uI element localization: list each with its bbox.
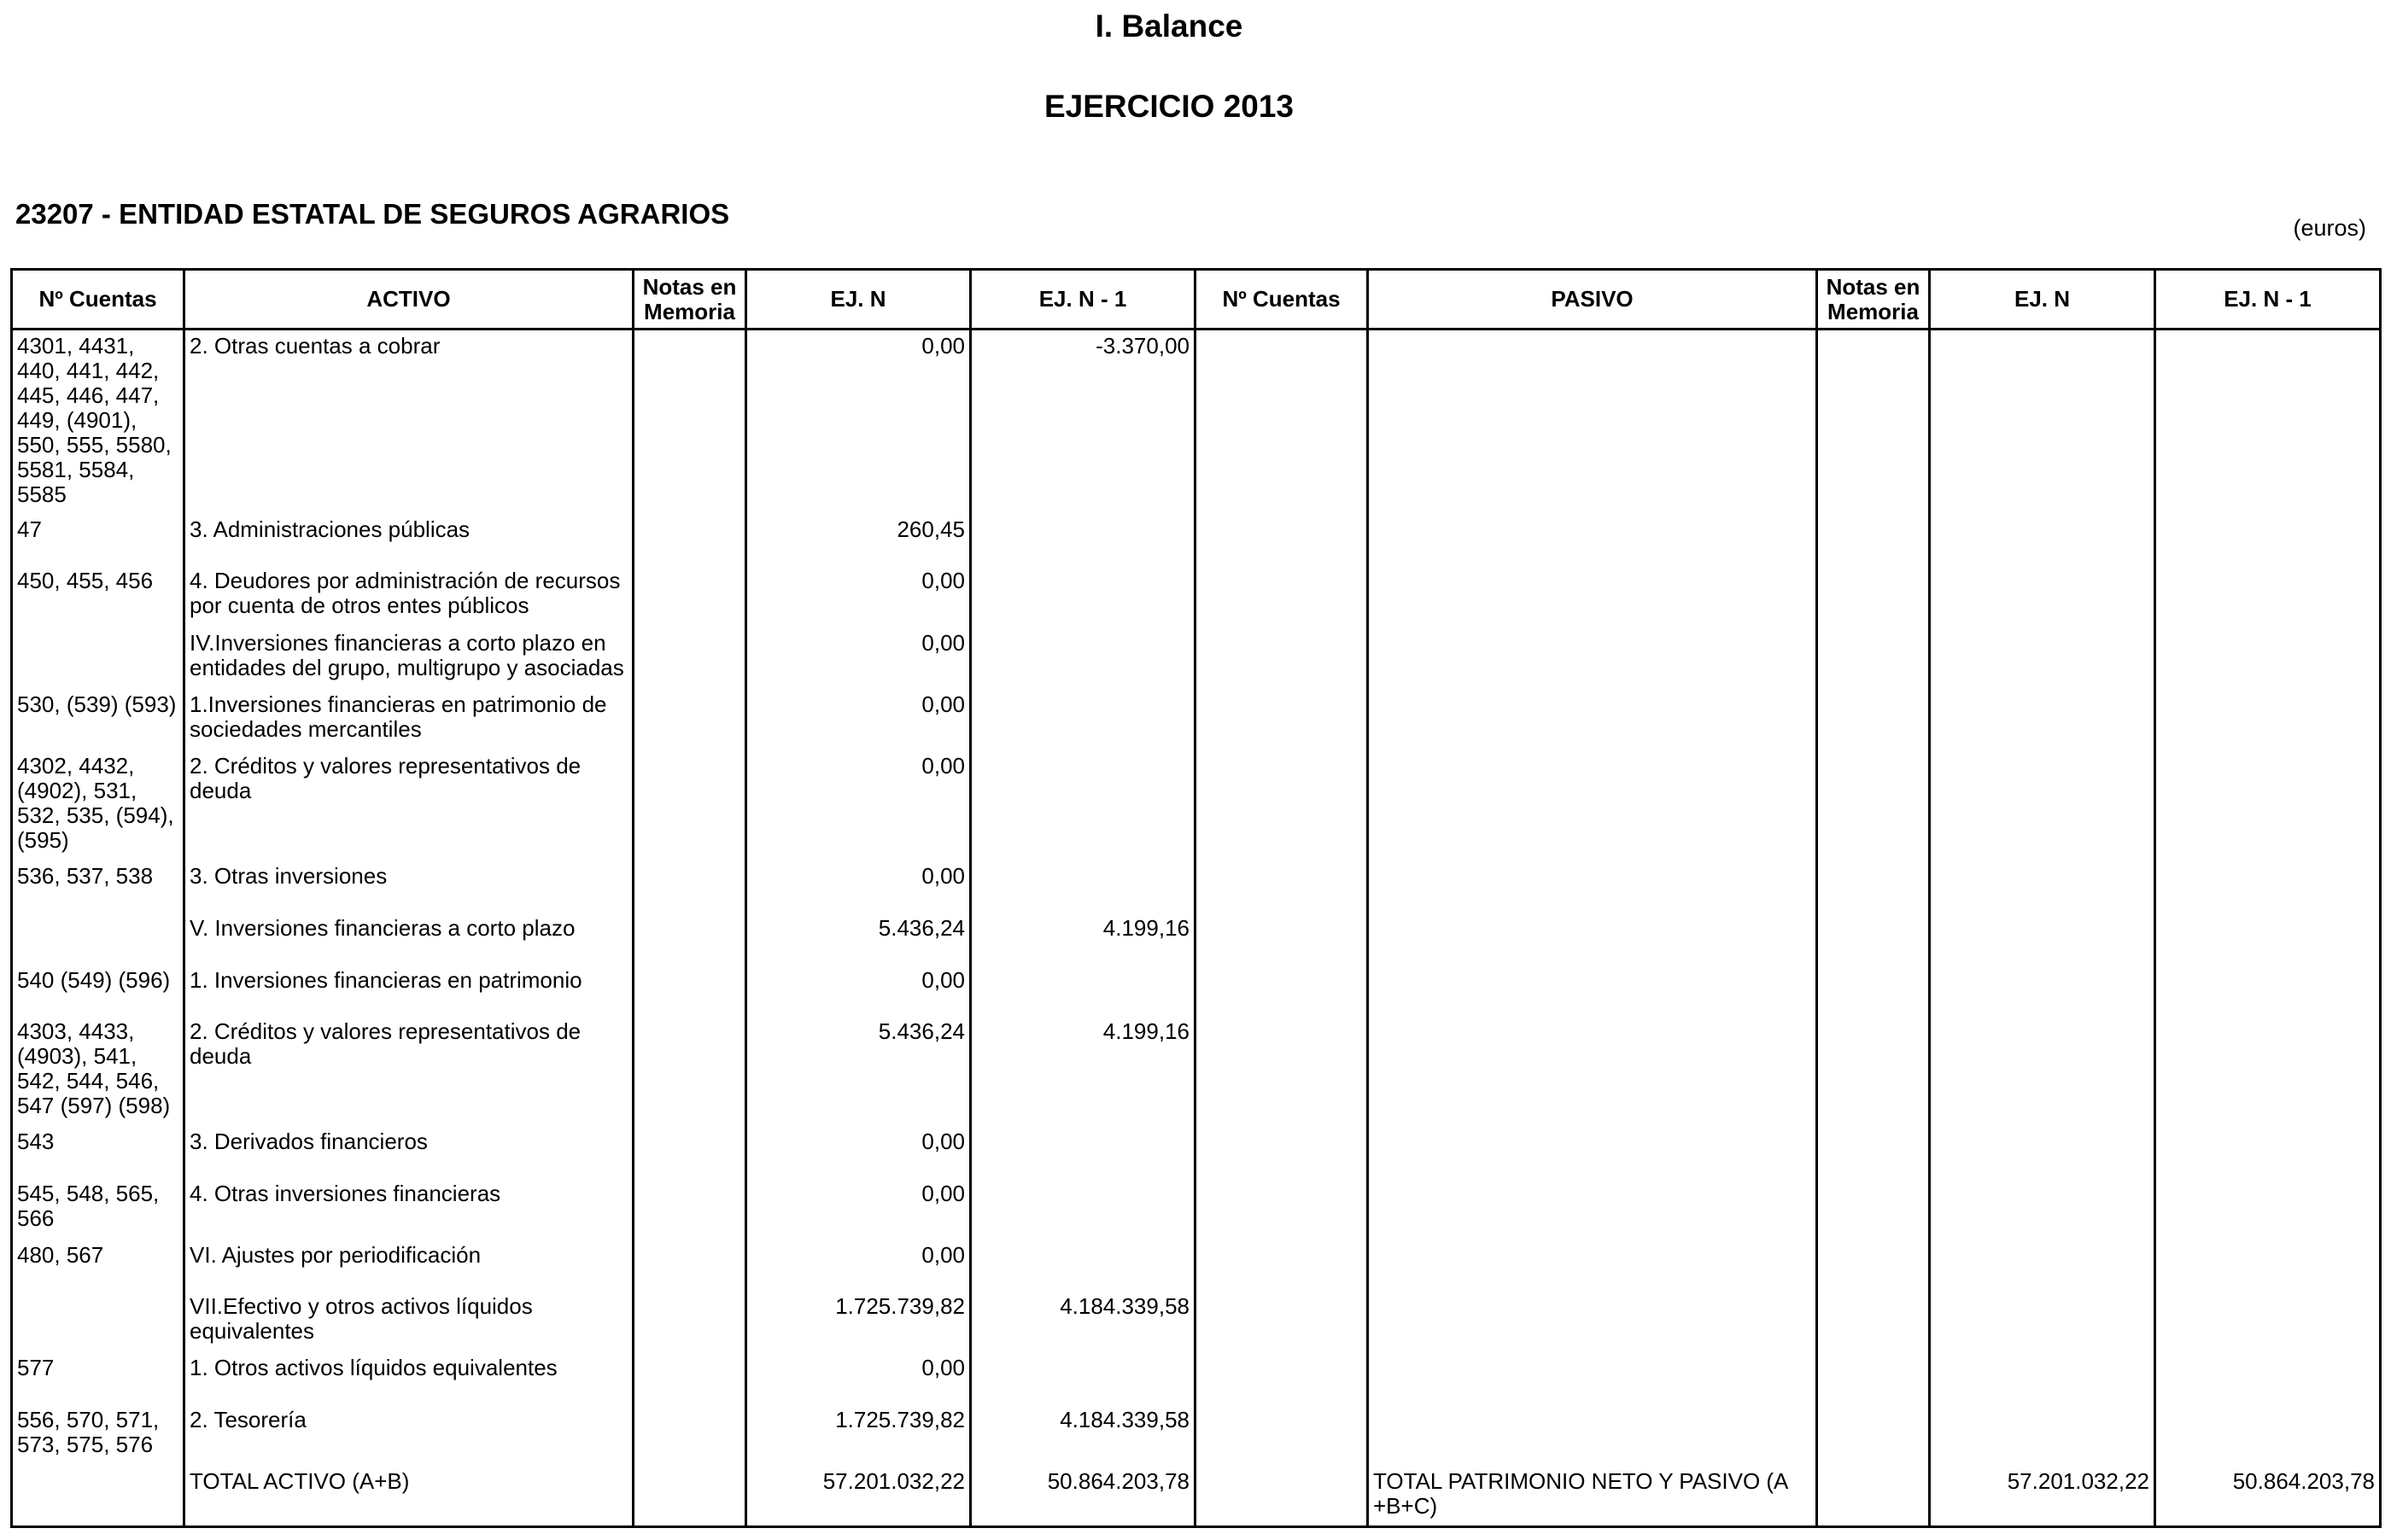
table-row	[12, 965, 2381, 1016]
cell-cuentas-pasivo	[1195, 860, 1368, 913]
cell-notas-activo	[634, 330, 746, 514]
cell-notas-activo	[634, 1016, 746, 1126]
cell-activo-label: VI. Ajustes por periodificación	[184, 1240, 634, 1291]
cell-activo-ejn: 0,00	[746, 1178, 971, 1240]
cell-activo-ejn1	[971, 965, 1195, 1016]
cell-pasivo-ejn1	[2155, 1126, 2381, 1178]
cell-pasivo-ejn1	[2155, 1404, 2381, 1466]
cell-activo-ejn: 0,00	[746, 1352, 971, 1404]
cell-activo-ejn: 1.725.739,82	[746, 1291, 971, 1352]
cell-activo-ejn1	[971, 860, 1195, 913]
cell-pasivo-ejn	[1930, 1352, 2155, 1404]
total-pasivo-label: TOTAL PATRIMONIO NETO Y PASIVO (A +B+C)	[1368, 1466, 1817, 1527]
cell-cuentas-pasivo	[1195, 965, 1368, 1016]
cell-notas-activo	[634, 689, 746, 750]
table-row	[12, 689, 2381, 750]
cell-activo-ejn1	[971, 1240, 1195, 1291]
cell-activo-label: 3. Otras inversiones	[184, 860, 634, 913]
cell-pasivo-label	[1368, 1016, 1817, 1126]
cell-pasivo-label	[1368, 965, 1817, 1016]
cell-notas-pasivo	[1817, 1016, 1930, 1126]
cell-activo-ejn: 0,00	[746, 860, 971, 913]
table-body	[12, 330, 2381, 1527]
cell-cuentas-activo: 556, 570, 571, 573, 575, 576	[12, 1404, 184, 1466]
cell-activo-ejn1	[971, 1352, 1195, 1404]
cell-activo-ejn: 1.725.739,82	[746, 1404, 971, 1466]
cell-cuentas-pasivo	[1195, 1016, 1368, 1126]
cell-pasivo-ejn1	[2155, 1291, 2381, 1352]
cell-pasivo-label	[1368, 913, 1817, 965]
cell-pasivo-ejn1	[2155, 330, 2381, 514]
total-notas-activo	[634, 1466, 746, 1527]
cell-activo-ejn: 0,00	[746, 565, 971, 627]
cell-cuentas-activo: 530, (539) (593)	[12, 689, 184, 750]
cell-activo-ejn1	[971, 1126, 1195, 1178]
table-header-row	[12, 270, 2381, 330]
cell-pasivo-ejn	[1930, 330, 2155, 514]
cell-pasivo-ejn1	[2155, 860, 2381, 913]
cell-pasivo-ejn1	[2155, 565, 2381, 627]
cell-cuentas-activo: 540 (549) (596)	[12, 965, 184, 1016]
table-row	[12, 1126, 2381, 1178]
cell-cuentas-activo: 450, 455, 456	[12, 565, 184, 627]
total-cuentas-activo	[12, 1466, 184, 1527]
cell-notas-pasivo	[1817, 1178, 1930, 1240]
cell-activo-ejn1	[971, 565, 1195, 627]
cell-activo-ejn: 0,00	[746, 965, 971, 1016]
cell-activo-label: 4. Otras inversiones financieras	[184, 1178, 634, 1240]
cell-pasivo-ejn	[1930, 1291, 2155, 1352]
cell-pasivo-label	[1368, 1240, 1817, 1291]
cell-pasivo-ejn	[1930, 1126, 2155, 1178]
total-pasivo-ejn1: 50.864.203,78	[2155, 1466, 2381, 1527]
cell-activo-ejn1	[971, 1178, 1195, 1240]
cell-pasivo-ejn	[1930, 1404, 2155, 1466]
cell-pasivo-label	[1368, 1126, 1817, 1178]
cell-activo-ejn1	[971, 514, 1195, 565]
cell-activo-label: IV.Inversiones financieras a corto plazo en entidades del grupo, multigrupo y asociadas	[184, 627, 634, 689]
cell-notas-activo	[634, 913, 746, 965]
cell-pasivo-ejn	[1930, 750, 2155, 860]
total-notas-pasivo	[1817, 1466, 1930, 1527]
cell-pasivo-ejn	[1930, 627, 2155, 689]
cell-activo-ejn1: 4.199,16	[971, 913, 1195, 965]
cell-notas-activo	[634, 1404, 746, 1466]
cell-pasivo-label	[1368, 1404, 1817, 1466]
cell-activo-ejn1	[971, 750, 1195, 860]
cell-cuentas-pasivo	[1195, 627, 1368, 689]
cell-activo-ejn: 5.436,24	[746, 913, 971, 965]
cell-cuentas-pasivo	[1195, 565, 1368, 627]
col-header-cuentas-pasivo: Nº Cuentas	[1195, 270, 1368, 330]
cell-pasivo-label	[1368, 1352, 1817, 1404]
cell-cuentas-activo: 480, 567	[12, 1240, 184, 1291]
table-row	[12, 860, 2381, 913]
cell-pasivo-label	[1368, 860, 1817, 913]
cell-notas-activo	[634, 750, 746, 860]
cell-cuentas-pasivo	[1195, 330, 1368, 514]
table-row	[12, 514, 2381, 565]
cell-activo-ejn: 0,00	[746, 689, 971, 750]
cell-activo-label: 3. Administraciones públicas	[184, 514, 634, 565]
cell-cuentas-activo: 4302, 4432, (4902), 531, 532, 535, (594), (595)	[12, 750, 184, 860]
cell-notas-pasivo	[1817, 514, 1930, 565]
cell-activo-label: 4. Deudores por administración de recursos por cuenta de otros entes públicos	[184, 565, 634, 627]
cell-cuentas-activo	[12, 913, 184, 965]
col-header-ejn-activo: EJ. N	[746, 270, 971, 330]
cell-cuentas-activo: 545, 548, 565, 566	[12, 1178, 184, 1240]
cell-activo-label: 1.Inversiones financieras en patrimonio de sociedades mercantiles	[184, 689, 634, 750]
cell-notas-activo	[634, 1240, 746, 1291]
cell-notas-pasivo	[1817, 330, 1930, 514]
cell-activo-ejn1: 4.184.339,58	[971, 1404, 1195, 1466]
cell-pasivo-ejn1	[2155, 1178, 2381, 1240]
cell-notas-activo	[634, 1178, 746, 1240]
table-row	[12, 913, 2381, 965]
cell-notas-pasivo	[1817, 965, 1930, 1016]
cell-activo-ejn1	[971, 689, 1195, 750]
cell-cuentas-activo: 47	[12, 514, 184, 565]
cell-notas-activo	[634, 965, 746, 1016]
cell-cuentas-pasivo	[1195, 514, 1368, 565]
col-header-activo: ACTIVO	[184, 270, 634, 330]
cell-pasivo-ejn1	[2155, 514, 2381, 565]
cell-cuentas-pasivo	[1195, 1291, 1368, 1352]
cell-pasivo-label	[1368, 627, 1817, 689]
cell-pasivo-label	[1368, 750, 1817, 860]
cell-activo-ejn1: 4.199,16	[971, 1016, 1195, 1126]
cell-cuentas-activo	[12, 1291, 184, 1352]
cell-activo-ejn: 0,00	[746, 750, 971, 860]
cell-activo-ejn: 0,00	[746, 1126, 971, 1178]
cell-activo-label: VII.Efectivo y otros activos líquidos equivalentes	[184, 1291, 634, 1352]
cell-notas-activo	[634, 1352, 746, 1404]
total-activo-label: TOTAL ACTIVO (A+B)	[184, 1466, 634, 1527]
table-row	[12, 627, 2381, 689]
cell-cuentas-activo: 577	[12, 1352, 184, 1404]
entity-name: 23207 - ENTIDAD ESTATAL DE SEGUROS AGRARIOS	[15, 198, 730, 230]
cell-notas-pasivo	[1817, 913, 1930, 965]
cell-notas-pasivo	[1817, 1404, 1930, 1466]
cell-activo-label: 2. Créditos y valores representativos de deuda	[184, 1016, 634, 1126]
cell-activo-label: 3. Derivados financieros	[184, 1126, 634, 1178]
cell-pasivo-ejn1	[2155, 913, 2381, 965]
cell-pasivo-ejn1	[2155, 689, 2381, 750]
cell-pasivo-ejn	[1930, 913, 2155, 965]
cell-pasivo-ejn	[1930, 514, 2155, 565]
cell-activo-ejn1: -3.370,00	[971, 330, 1195, 514]
cell-pasivo-ejn1	[2155, 1016, 2381, 1126]
cell-pasivo-ejn1	[2155, 750, 2381, 860]
cell-pasivo-label	[1368, 330, 1817, 514]
balance-table	[10, 268, 2382, 1528]
cell-notas-pasivo	[1817, 1352, 1930, 1404]
cell-pasivo-ejn1	[2155, 1240, 2381, 1291]
cell-notas-pasivo	[1817, 1126, 1930, 1178]
cell-cuentas-pasivo	[1195, 750, 1368, 860]
cell-cuentas-pasivo	[1195, 1352, 1368, 1404]
table-row	[12, 750, 2381, 860]
table-row	[12, 1291, 2381, 1352]
col-header-notas-activo: Notas en Memoria	[634, 270, 746, 330]
table-row	[12, 1404, 2381, 1466]
cell-cuentas-pasivo	[1195, 1404, 1368, 1466]
cell-notas-pasivo	[1817, 1240, 1930, 1291]
cell-activo-ejn: 5.436,24	[746, 1016, 971, 1126]
cell-activo-ejn1	[971, 627, 1195, 689]
cell-notas-activo	[634, 514, 746, 565]
table-row	[12, 1016, 2381, 1126]
cell-activo-ejn: 0,00	[746, 330, 971, 514]
cell-cuentas-activo: 4301, 4431, 440, 441, 442, 445, 446, 447, 449, (4901), 550, 555, 5580, 5581, 5584, 5585	[12, 330, 184, 514]
cell-notas-pasivo	[1817, 1291, 1930, 1352]
cell-pasivo-ejn	[1930, 565, 2155, 627]
cell-notas-activo	[634, 565, 746, 627]
report-subtitle: EJERCICIO 2013	[1043, 89, 1295, 124]
table-row	[12, 1178, 2381, 1240]
cell-notas-pasivo	[1817, 689, 1930, 750]
cell-pasivo-ejn	[1930, 1240, 2155, 1291]
cell-cuentas-pasivo	[1195, 1178, 1368, 1240]
table-row	[12, 330, 2381, 514]
cell-notas-pasivo	[1817, 860, 1930, 913]
cell-cuentas-activo	[12, 627, 184, 689]
cell-cuentas-activo: 543	[12, 1126, 184, 1178]
cell-activo-ejn: 260,45	[746, 514, 971, 565]
cell-cuentas-activo: 536, 537, 538	[12, 860, 184, 913]
cell-notas-pasivo	[1817, 750, 1930, 860]
table-row	[12, 1352, 2381, 1404]
cell-cuentas-pasivo	[1195, 689, 1368, 750]
table-row	[12, 565, 2381, 627]
cell-pasivo-label	[1368, 1178, 1817, 1240]
cell-notas-activo	[634, 1126, 746, 1178]
cell-activo-label: 1. Inversiones financieras en patrimonio	[184, 965, 634, 1016]
col-header-cuentas-activo: Nº Cuentas	[12, 270, 184, 330]
cell-cuentas-activo: 4303, 4433, (4903), 541, 542, 544, 546, 547 (597) (598)	[12, 1016, 184, 1126]
cell-notas-activo	[634, 627, 746, 689]
cell-activo-label: 1. Otros activos líquidos equivalentes	[184, 1352, 634, 1404]
cell-pasivo-label	[1368, 1291, 1817, 1352]
cell-notas-activo	[634, 860, 746, 913]
cell-notas-activo	[634, 1291, 746, 1352]
table-row	[12, 1240, 2381, 1291]
cell-pasivo-ejn	[1930, 689, 2155, 750]
cell-activo-label: 2. Créditos y valores representativos de deuda	[184, 750, 634, 860]
col-header-notas-pasivo: Notas en Memoria	[1817, 270, 1930, 330]
total-activo-ejn: 57.201.032,22	[746, 1466, 971, 1527]
col-header-ejn-pasivo: EJ. N	[1930, 270, 2155, 330]
cell-pasivo-label	[1368, 689, 1817, 750]
currency-units: (euros)	[2293, 215, 2366, 241]
cell-pasivo-label	[1368, 565, 1817, 627]
cell-activo-ejn: 0,00	[746, 627, 971, 689]
cell-activo-ejn1: 4.184.339,58	[971, 1291, 1195, 1352]
cell-notas-pasivo	[1817, 565, 1930, 627]
cell-pasivo-ejn	[1930, 860, 2155, 913]
cell-pasivo-ejn1	[2155, 1352, 2381, 1404]
cell-activo-label: 2. Otras cuentas a cobrar	[184, 330, 634, 514]
cell-pasivo-ejn	[1930, 965, 2155, 1016]
total-row	[12, 1466, 2381, 1527]
cell-activo-label: V. Inversiones financieras a corto plazo	[184, 913, 634, 965]
cell-cuentas-pasivo	[1195, 1240, 1368, 1291]
cell-cuentas-pasivo	[1195, 1126, 1368, 1178]
cell-pasivo-label	[1368, 514, 1817, 565]
total-pasivo-ejn: 57.201.032,22	[1930, 1466, 2155, 1527]
total-activo-ejn1: 50.864.203,78	[971, 1466, 1195, 1527]
cell-pasivo-ejn	[1930, 1178, 2155, 1240]
col-header-ejn1-activo: EJ. N - 1	[971, 270, 1195, 330]
report-title: I. Balance	[1095, 9, 1243, 44]
col-header-pasivo: PASIVO	[1368, 270, 1817, 330]
cell-activo-ejn: 0,00	[746, 1240, 971, 1291]
total-cuentas-pasivo	[1195, 1466, 1368, 1527]
cell-pasivo-ejn1	[2155, 627, 2381, 689]
cell-notas-pasivo	[1817, 627, 1930, 689]
cell-pasivo-ejn1	[2155, 965, 2381, 1016]
cell-activo-label: 2. Tesorería	[184, 1404, 634, 1466]
cell-cuentas-pasivo	[1195, 913, 1368, 965]
col-header-ejn1-pasivo: EJ. N - 1	[2155, 270, 2381, 330]
cell-pasivo-ejn	[1930, 1016, 2155, 1126]
